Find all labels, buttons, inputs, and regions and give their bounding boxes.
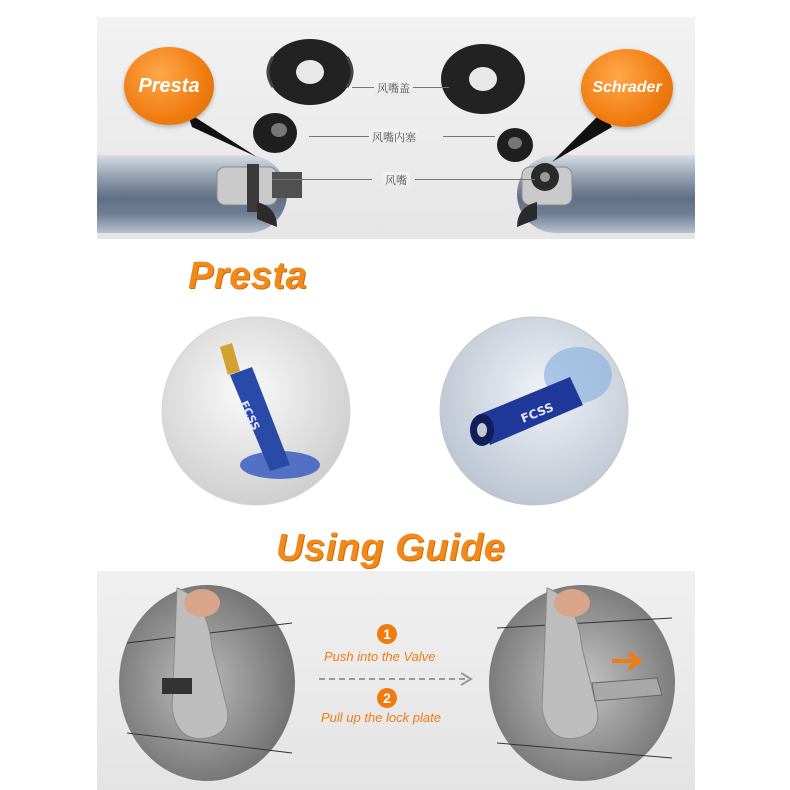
valve-line-left bbox=[272, 179, 372, 180]
guide-photo-step-2 bbox=[487, 583, 677, 783]
svg-text:FCSS: FCSS bbox=[518, 400, 556, 426]
cap-line-right bbox=[419, 87, 449, 88]
using-guide-heading: Using Guide bbox=[276, 527, 506, 569]
nut-line-left bbox=[309, 136, 369, 137]
step-arrow bbox=[319, 671, 479, 687]
step-2-number: 2 bbox=[377, 688, 397, 708]
presta-heading: Presta bbox=[188, 255, 308, 297]
valve-diagram-panel bbox=[97, 17, 695, 239]
step-1-text: Push into the Valve bbox=[324, 649, 436, 664]
presta-valve-photo bbox=[160, 315, 352, 507]
guide-photo-step-1 bbox=[117, 583, 297, 783]
part-label-cap: 风嘴盖 bbox=[374, 80, 413, 96]
step-2-text: Pull up the lock plate bbox=[321, 710, 441, 725]
part-label-valve: 风嘴 bbox=[382, 172, 410, 188]
step-1-number: 1 bbox=[377, 624, 397, 644]
schrader-bubble: Schrader bbox=[581, 49, 673, 127]
nut-line-right bbox=[443, 136, 495, 137]
presta-bubble: Presta bbox=[124, 47, 214, 125]
valve-line-right bbox=[415, 179, 535, 180]
presta-valve-installed-photo bbox=[438, 315, 630, 507]
part-label-nut: 风嘴内塞 bbox=[369, 129, 419, 145]
using-guide-panel bbox=[97, 571, 695, 790]
svg-text:FCSS: FCSS bbox=[237, 398, 263, 433]
